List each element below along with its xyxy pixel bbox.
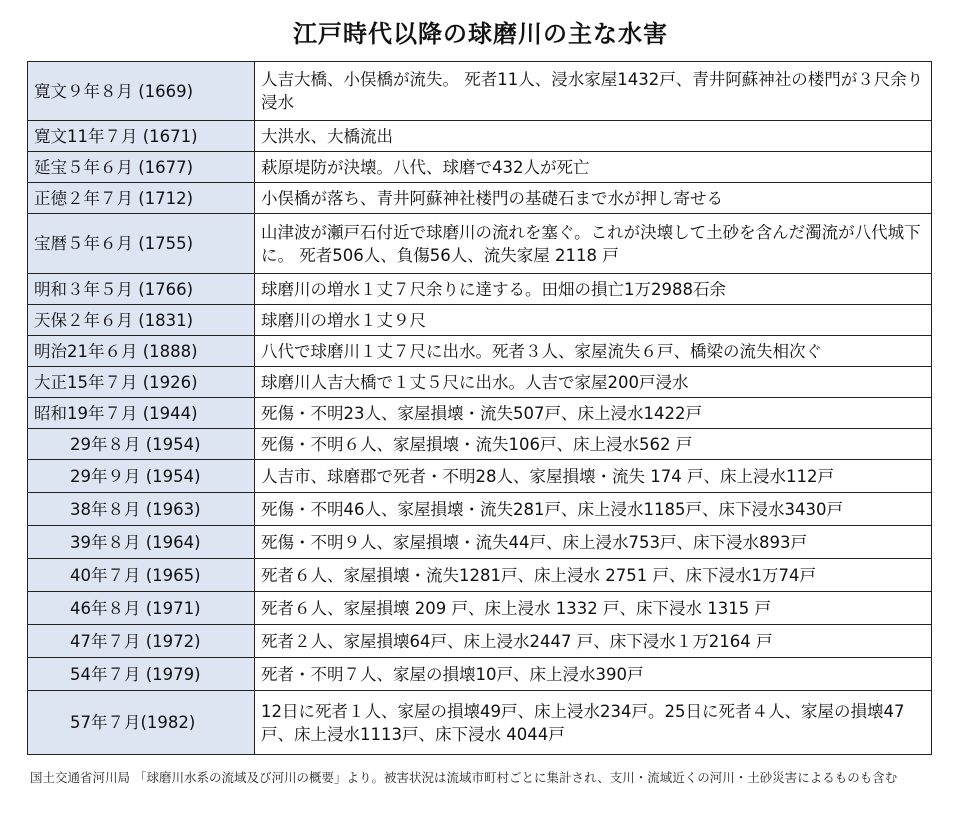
- row-description: 大洪水、大橋流出: [255, 121, 932, 152]
- table-row: [28, 429, 932, 460]
- table-row: [28, 183, 932, 214]
- page-title: 江戸時代以降の球磨川の主な水害: [293, 20, 668, 48]
- source-footnote: 国土交通省河川局 「球磨川水系の流域及び河川の概要」より。被害状況は流域市町村ごとに集計され、支川・流域近くの河川・土砂災害によるものも含む: [30, 770, 898, 785]
- table-row: [28, 62, 932, 121]
- table-row: [28, 305, 932, 336]
- row-date: 昭和19年７月 (1944): [28, 398, 255, 429]
- row-date: 天保２年６月 (1831): [28, 305, 255, 336]
- row-date: 38年８月 (1963): [28, 493, 255, 526]
- table-row: [28, 658, 932, 691]
- row-description: 12日に死者１人、家屋の損壊49戸、床上浸水234戸。25日に死者４人、家屋の損壊47戸、床上浸水1113戸、床下浸水 4044戸: [255, 691, 932, 755]
- row-date: 47年７月 (1972): [28, 625, 255, 658]
- row-description: 球磨川の増水１丈９尺: [255, 305, 932, 336]
- row-description: 死者６人、家屋損壊・流失1281戸、床上浸水 2751 戸、床下浸水1万74戸: [255, 559, 932, 592]
- row-date: 明和３年５月 (1766): [28, 274, 255, 305]
- row-date: 寛文９年８月 (1669): [28, 62, 255, 121]
- table-row: [28, 559, 932, 592]
- row-date: 寛文11年７月 (1671): [28, 121, 255, 152]
- row-description: 山津波が瀬戸石付近で球磨川の流れを塞ぐ。これが決壊して土砂を含んだ濁流が八代城下に。 死者506人、負傷56人、流失家屋 2118 戸: [255, 214, 932, 274]
- row-description: 死者・不明７人、家屋の損壊10戸、床上浸水390戸: [255, 658, 932, 691]
- row-date: 29年９月 (1954): [28, 460, 255, 493]
- row-description: 八代で球磨川１丈７尺に出水。死者３人、家屋流失６戸、橋梁の流失相次ぐ: [255, 336, 932, 367]
- row-date: 57年７月(1982): [28, 691, 255, 755]
- row-description: 死傷・不明46人、家屋損壊・流失281戸、床上浸水1185戸、床下浸水3430戸: [255, 493, 932, 526]
- row-date: 明治21年６月 (1888): [28, 336, 255, 367]
- table-row: [28, 625, 932, 658]
- table-row: [28, 460, 932, 493]
- table-row: [28, 367, 932, 398]
- row-date: 39年８月 (1964): [28, 526, 255, 559]
- row-description: 死者６人、家屋損壊 209 戸、床上浸水 1332 戸、床下浸水 1315 戸: [255, 592, 932, 625]
- row-description: 死者２人、家屋損壊64戸、床上浸水2447 戸、床下浸水１万2164 戸: [255, 625, 932, 658]
- row-date: 46年８月 (1971): [28, 592, 255, 625]
- table-row: [28, 398, 932, 429]
- table-row: [28, 493, 932, 526]
- row-date: 54年７月 (1979): [28, 658, 255, 691]
- row-description: 小俣橋が落ち、青井阿蘇神社楼門の基礎石まで水が押し寄せる: [255, 183, 932, 214]
- row-description: 萩原堤防が決壊。八代、球磨で432人が死亡: [255, 152, 932, 183]
- row-date: 29年８月 (1954): [28, 429, 255, 460]
- table-row: [28, 336, 932, 367]
- table-row: [28, 592, 932, 625]
- row-date: 正徳２年７月 (1712): [28, 183, 255, 214]
- row-date: 延宝５年６月 (1677): [28, 152, 255, 183]
- row-description: 球磨川人吉大橋で１丈５尺に出水。人吉で家屋200戸浸水: [255, 367, 932, 398]
- flood-table: [27, 61, 932, 755]
- row-date: 宝暦５年６月 (1755): [28, 214, 255, 274]
- row-description: 死傷・不明６人、家屋損壊・流失106戸、床上浸水562 戸: [255, 429, 932, 460]
- table-row: [28, 121, 932, 152]
- table-row: [28, 526, 932, 559]
- table-row: [28, 691, 932, 755]
- row-description: 人吉市、球磨郡で死者・不明28人、家屋損壊・流失 174 戸、床上浸水112戸: [255, 460, 932, 493]
- row-description: 人吉大橋、小俣橋が流失。 死者11人、浸水家屋1432戸、青井阿蘇神社の楼門が３尺余り浸水: [255, 62, 932, 121]
- table-row: [28, 214, 932, 274]
- row-description: 球磨川の増水１丈７尺余りに達する。田畑の損亡1万2988石余: [255, 274, 932, 305]
- row-description: 死傷・不明23人、家屋損壊・流失507戸、床上浸水1422戸: [255, 398, 932, 429]
- row-description: 死傷・不明９人、家屋損壊・流失44戸、床上浸水753戸、床下浸水893戸: [255, 526, 932, 559]
- row-date: 40年７月 (1965): [28, 559, 255, 592]
- row-date: 大正15年７月 (1926): [28, 367, 255, 398]
- table-row: [28, 274, 932, 305]
- table-row: [28, 152, 932, 183]
